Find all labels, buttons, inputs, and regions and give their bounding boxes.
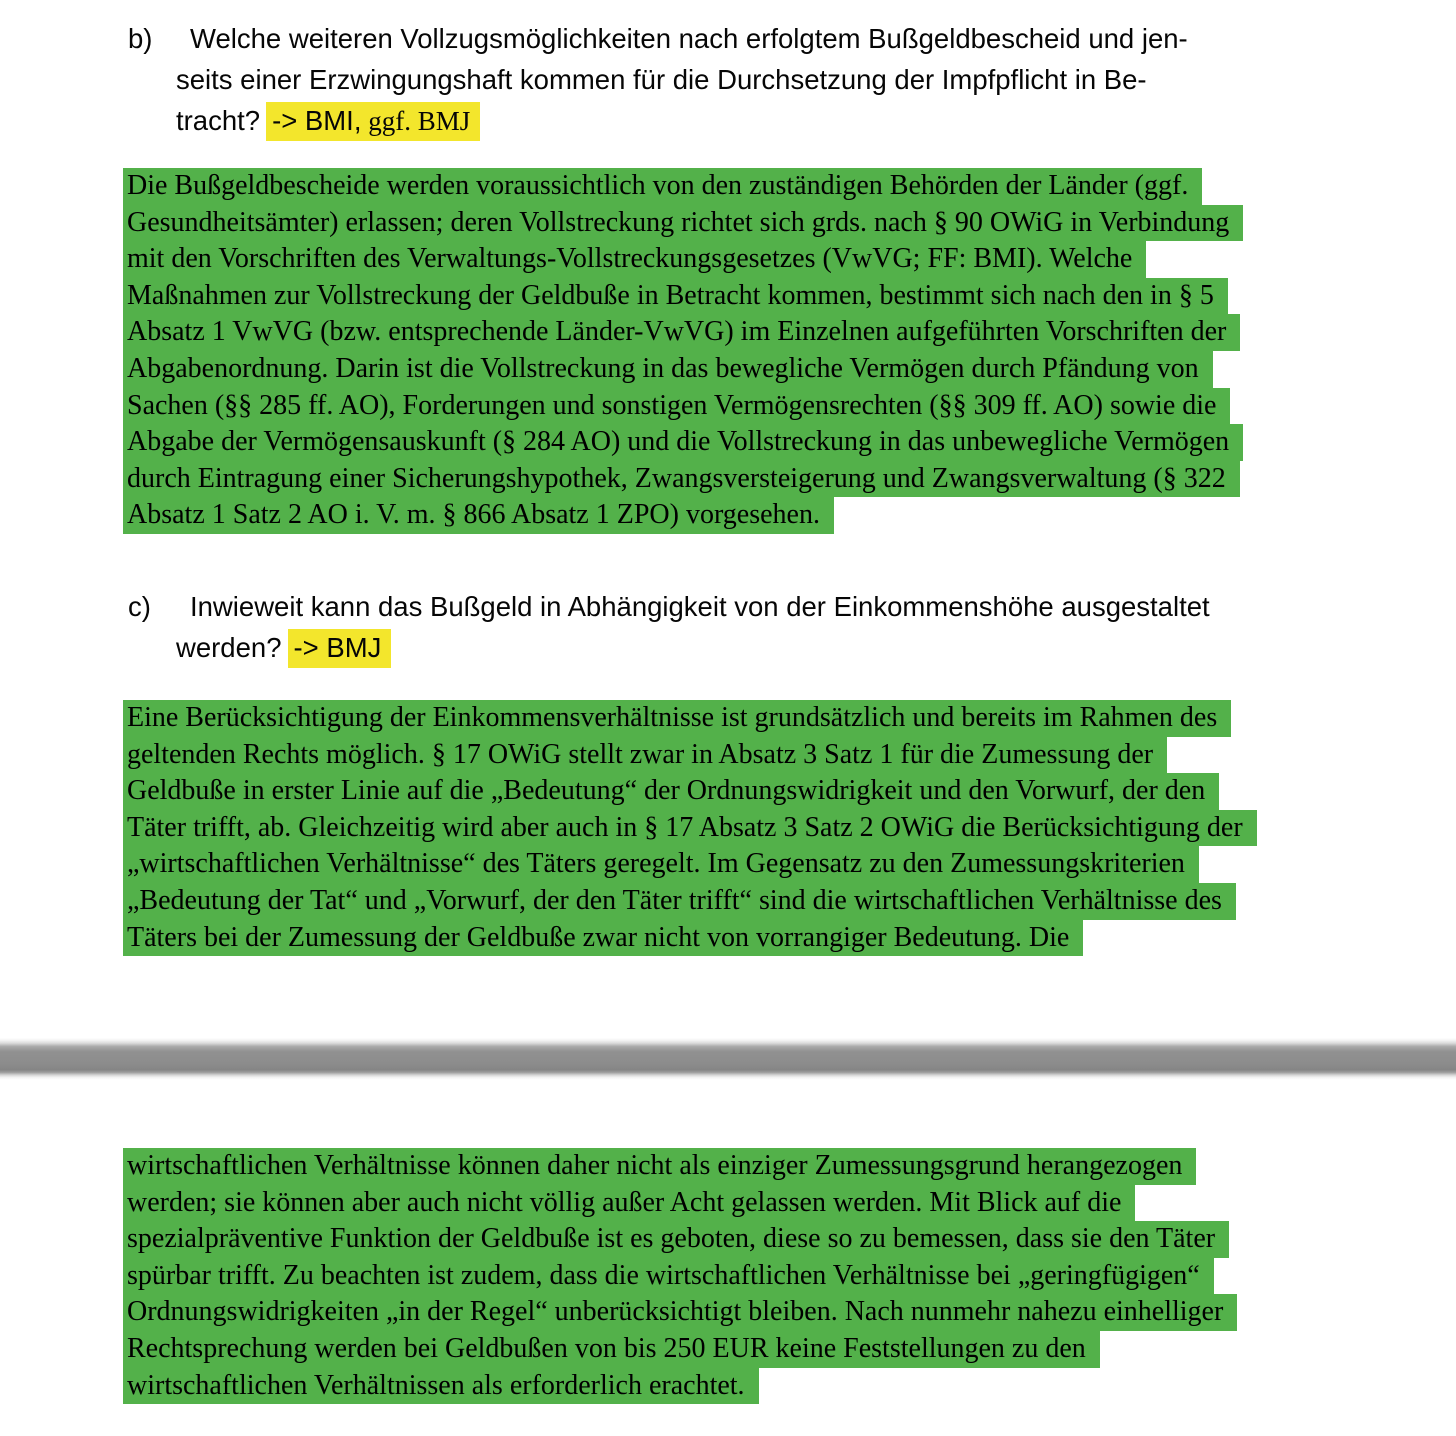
question-b-line	[176, 100, 1398, 142]
routing-tag-bmj: -> BMJ	[288, 629, 392, 668]
highlighted-line: Abgabe der Vermögensauskunft (§ 284 AO) und die Vollstreckung in das unbewegliche Vermögen	[123, 424, 1243, 461]
highlighted-line: Die Bußgeldbescheide werden voraussichtlich von den zuständigen Behörden der Länder (ggf.	[123, 168, 1243, 205]
highlighted-line: geltenden Rechts möglich. § 17 OWiG stellt zwar in Absatz 3 Satz 1 für die Zumessung der	[123, 737, 1257, 774]
highlighted-line: Gesundheitsämter) erlassen; deren Vollstreckung richtet sich grds. nach § 90 OWiG in Verbindung	[123, 205, 1243, 242]
question-c-label: c)	[128, 591, 151, 622]
highlighted-line: Ordnungswidrigkeiten „in der Regel“ unberücksichtigt bleiben. Nach nunmehr nahezu einhelliger	[123, 1294, 1237, 1331]
question-c-line: Inwieweit kann das Bußgeld in Abhängigkeit von der Einkommenshöhe ausgestaltet	[190, 591, 1210, 622]
highlighted-line: Absatz 1 Satz 2 AO i. V. m. § 866 Absatz 1 ZPO) vorgesehen.	[123, 497, 1243, 534]
highlighted-line: Geldbuße in erster Linie auf die „Bedeutung“ der Ordnungswidrigkeit und den Vorwurf, der den	[123, 773, 1257, 810]
highlighted-line: „wirtschaftlichen Verhältnisse“ des Täters geregelt. Im Gegensatz zu den Zumessungskriterien	[123, 846, 1257, 883]
highlighted-line: Rechtsprechung werden bei Geldbußen von bis 250 EUR keine Feststellungen zu den	[123, 1331, 1237, 1368]
highlighted-line: wirtschaftlichen Verhältnissen als erforderlich erachtet.	[123, 1368, 1237, 1405]
routing-tag-serif-part: ggf. BMJ	[361, 106, 471, 136]
highlighted-line: spürbar trifft. Zu beachten ist zudem, dass die wirtschaftlichen Verhältnisse bei „geringfügigen“	[123, 1258, 1237, 1295]
highlighted-line: Absatz 1 VwVG (bzw. entsprechende Länder-VwVG) im Einzelnen aufgeführten Vorschriften der	[123, 314, 1243, 351]
answer-paragraph-b	[123, 168, 1243, 534]
highlighted-line: Täters bei der Zumessung der Geldbuße zwar nicht von vorrangiger Bedeutung. Die	[123, 920, 1257, 957]
highlighted-line: „Bedeutung der Tat“ und „Vorwurf, der den Täter trifft“ sind die wirtschaftlichen Verhältnisse des	[123, 883, 1257, 920]
answer-paragraph-c-part2	[123, 1148, 1237, 1404]
highlighted-line: werden; sie können aber auch nicht völlig außer Acht gelassen werden. Mit Blick auf die	[123, 1185, 1237, 1222]
question-c-line	[176, 627, 1398, 668]
question-b-line: seits einer Erzwingungshaft kommen für die Durchsetzung der Impfpflicht in Be-	[176, 64, 1147, 95]
routing-tag-sans-part: -> BMI,	[272, 105, 362, 136]
routing-tag-bmi-bmj	[266, 102, 480, 141]
page-break-divider	[0, 1038, 1456, 1080]
question-b-line: Welche weiteren Vollzugsmöglichkeiten nach erfolgtem Bußgeldbescheid und jen-	[190, 23, 1188, 54]
highlighted-line: Täter trifft, ab. Gleichzeitig wird aber auch in § 17 Absatz 3 Satz 2 OWiG die Berücksichtigung der	[123, 810, 1257, 847]
highlighted-line: Maßnahmen zur Vollstreckung der Geldbuße in Betracht kommen, bestimmt sich nach den in § 5	[123, 278, 1243, 315]
question-b-text: tracht?	[176, 105, 261, 136]
question-c	[128, 586, 1398, 668]
highlighted-line: Abgabenordnung. Darin ist die Vollstreckung in das bewegliche Vermögen durch Pfändung von	[123, 351, 1243, 388]
highlighted-line: mit den Vorschriften des Verwaltungs-Vollstreckungsgesetzes (VwVG; FF: BMI). Welche	[123, 241, 1243, 278]
highlighted-line: Eine Berücksichtigung der Einkommensverhältnisse ist grundsätzlich und bereits im Rahmen des	[123, 700, 1257, 737]
highlighted-line: wirtschaftlichen Verhältnisse können daher nicht als einziger Zumessungsgrund herangezogen	[123, 1148, 1237, 1185]
highlighted-line: Sachen (§§ 285 ff. AO), Forderungen und sonstigen Vermögensrechten (§§ 309 ff. AO) sowie die	[123, 388, 1243, 425]
answer-paragraph-c-part1	[123, 700, 1257, 956]
question-c-text: werden?	[176, 632, 282, 663]
highlighted-line: durch Eintragung einer Sicherungshypothek, Zwangsversteigerung und Zwangsverwaltung (§ 322	[123, 461, 1243, 498]
highlighted-line: spezialpräventive Funktion der Geldbuße ist es geboten, diese so zu bemessen, dass sie den Täter	[123, 1221, 1237, 1258]
question-b	[128, 18, 1398, 142]
question-b-label: b)	[128, 23, 153, 54]
